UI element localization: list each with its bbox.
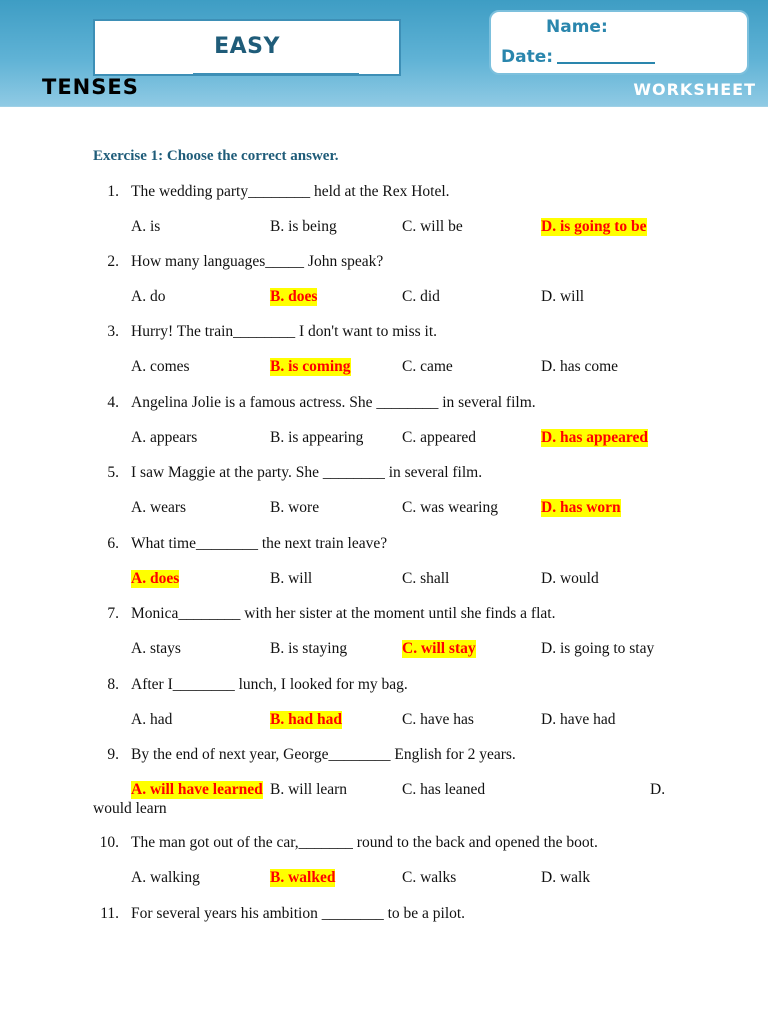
answer-option[interactable]: C. shall (402, 570, 450, 587)
answer-option[interactable]: C. appeared (402, 429, 477, 446)
answer-option[interactable]: B. will (270, 570, 313, 587)
question-text: For several years his ambition ________ to be a pilot. (131, 905, 466, 922)
answer-option[interactable]: A. had (131, 711, 173, 728)
answer-option[interactable]: B. is staying (270, 640, 348, 657)
correct-option[interactable]: B. walked (270, 869, 336, 886)
answer-option[interactable]: D. would (541, 570, 599, 587)
answer-option[interactable]: A. is (131, 218, 161, 235)
header-banner (0, 0, 768, 107)
answer-option[interactable]: A. walking (131, 869, 200, 886)
question-text: By the end of next year, George________ English for 2 years. (131, 746, 516, 763)
answer-option[interactable]: C. came (402, 358, 453, 375)
answer-option[interactable]: D. has come (541, 358, 619, 375)
answer-option[interactable]: C. did (402, 288, 440, 305)
question-text: Monica________ with her sister at the moment until she finds a flat. (131, 605, 556, 622)
date-label: Date: (501, 47, 554, 67)
answer-option[interactable]: C. have has (402, 711, 474, 728)
answer-option[interactable]: B. is appearing (270, 429, 364, 446)
correct-option[interactable]: D. has appeared (541, 429, 648, 446)
option-wrap[interactable]: would learn (93, 800, 167, 817)
question-number: 5. (107, 464, 119, 481)
question-number: 9. (107, 746, 119, 763)
answer-option[interactable]: A. appears (131, 429, 198, 446)
worksheet-label: WORKSHEET (633, 80, 756, 99)
answer-option[interactable]: C. will be (402, 218, 463, 235)
answer-option[interactable]: D. is going to stay (541, 640, 655, 657)
question-number: 11. (100, 905, 119, 922)
correct-option[interactable]: D. has worn (541, 499, 621, 516)
correct-option[interactable]: A. will have learned (131, 781, 263, 798)
answer-option[interactable]: A. do (131, 288, 166, 305)
question-number: 4. (107, 394, 119, 411)
question-number: 6. (107, 535, 119, 552)
correct-option[interactable]: B. does (270, 288, 318, 305)
answer-option[interactable]: A. stays (131, 640, 181, 657)
answer-option[interactable]: C. walks (402, 869, 457, 886)
date-row (501, 45, 655, 67)
question-text: The man got out of the car,_______ round to the back and opened the boot. (131, 834, 598, 851)
exercise-title: Exercise 1: Choose the correct answer. (93, 148, 339, 164)
answer-option[interactable]: B. is being (270, 218, 337, 235)
answer-option[interactable]: C. was wearing (402, 499, 498, 516)
answer-option[interactable]: C. has leaned (402, 781, 486, 798)
answer-option[interactable]: D. walk (541, 869, 591, 886)
question-text: Hurry! The train________ I don't want to miss it. (131, 323, 438, 340)
answer-option[interactable]: B. wore (270, 499, 320, 516)
question-text: I saw Maggie at the party. She ________ in several film. (131, 464, 483, 481)
name-label: Name: (546, 17, 608, 37)
correct-option[interactable]: B. had had (270, 711, 342, 728)
answer-option[interactable]: A. wears (131, 499, 187, 516)
answer-option[interactable]: B. will learn (270, 781, 348, 798)
question-number: 2. (107, 253, 119, 270)
correct-option[interactable]: B. is coming (270, 358, 351, 375)
question-number: 1. (107, 183, 119, 200)
level-underline (193, 73, 359, 74)
answer-option[interactable]: D. will (541, 288, 585, 305)
question-number: 7. (107, 605, 119, 622)
question-text: The wedding party________ held at the Rex Hotel. (131, 183, 450, 200)
level-box (93, 19, 401, 76)
correct-option[interactable]: A. does (131, 570, 180, 587)
answer-option[interactable]: D. (650, 781, 666, 798)
level-label: EASY (214, 34, 280, 59)
correct-option[interactable]: C. will stay (402, 640, 476, 657)
question-number: 3. (107, 323, 119, 340)
question-number: 10. (99, 834, 119, 851)
name-date-box (489, 10, 749, 75)
question-text: After I________ lunch, I looked for my bag. (131, 676, 408, 693)
question-number: 8. (107, 676, 119, 693)
date-blank[interactable] (557, 45, 655, 64)
answer-option[interactable]: A. comes (131, 358, 190, 375)
topic-title: TENSES (42, 75, 139, 99)
question-text: Angelina Jolie is a famous actress. She ________ in several film. (131, 394, 536, 411)
correct-option[interactable]: D. is going to be (541, 218, 647, 235)
question-text: What time________ the next train leave? (131, 535, 388, 552)
answer-option[interactable]: D. have had (541, 711, 616, 728)
question-text: How many languages_____ John speak? (131, 253, 384, 270)
